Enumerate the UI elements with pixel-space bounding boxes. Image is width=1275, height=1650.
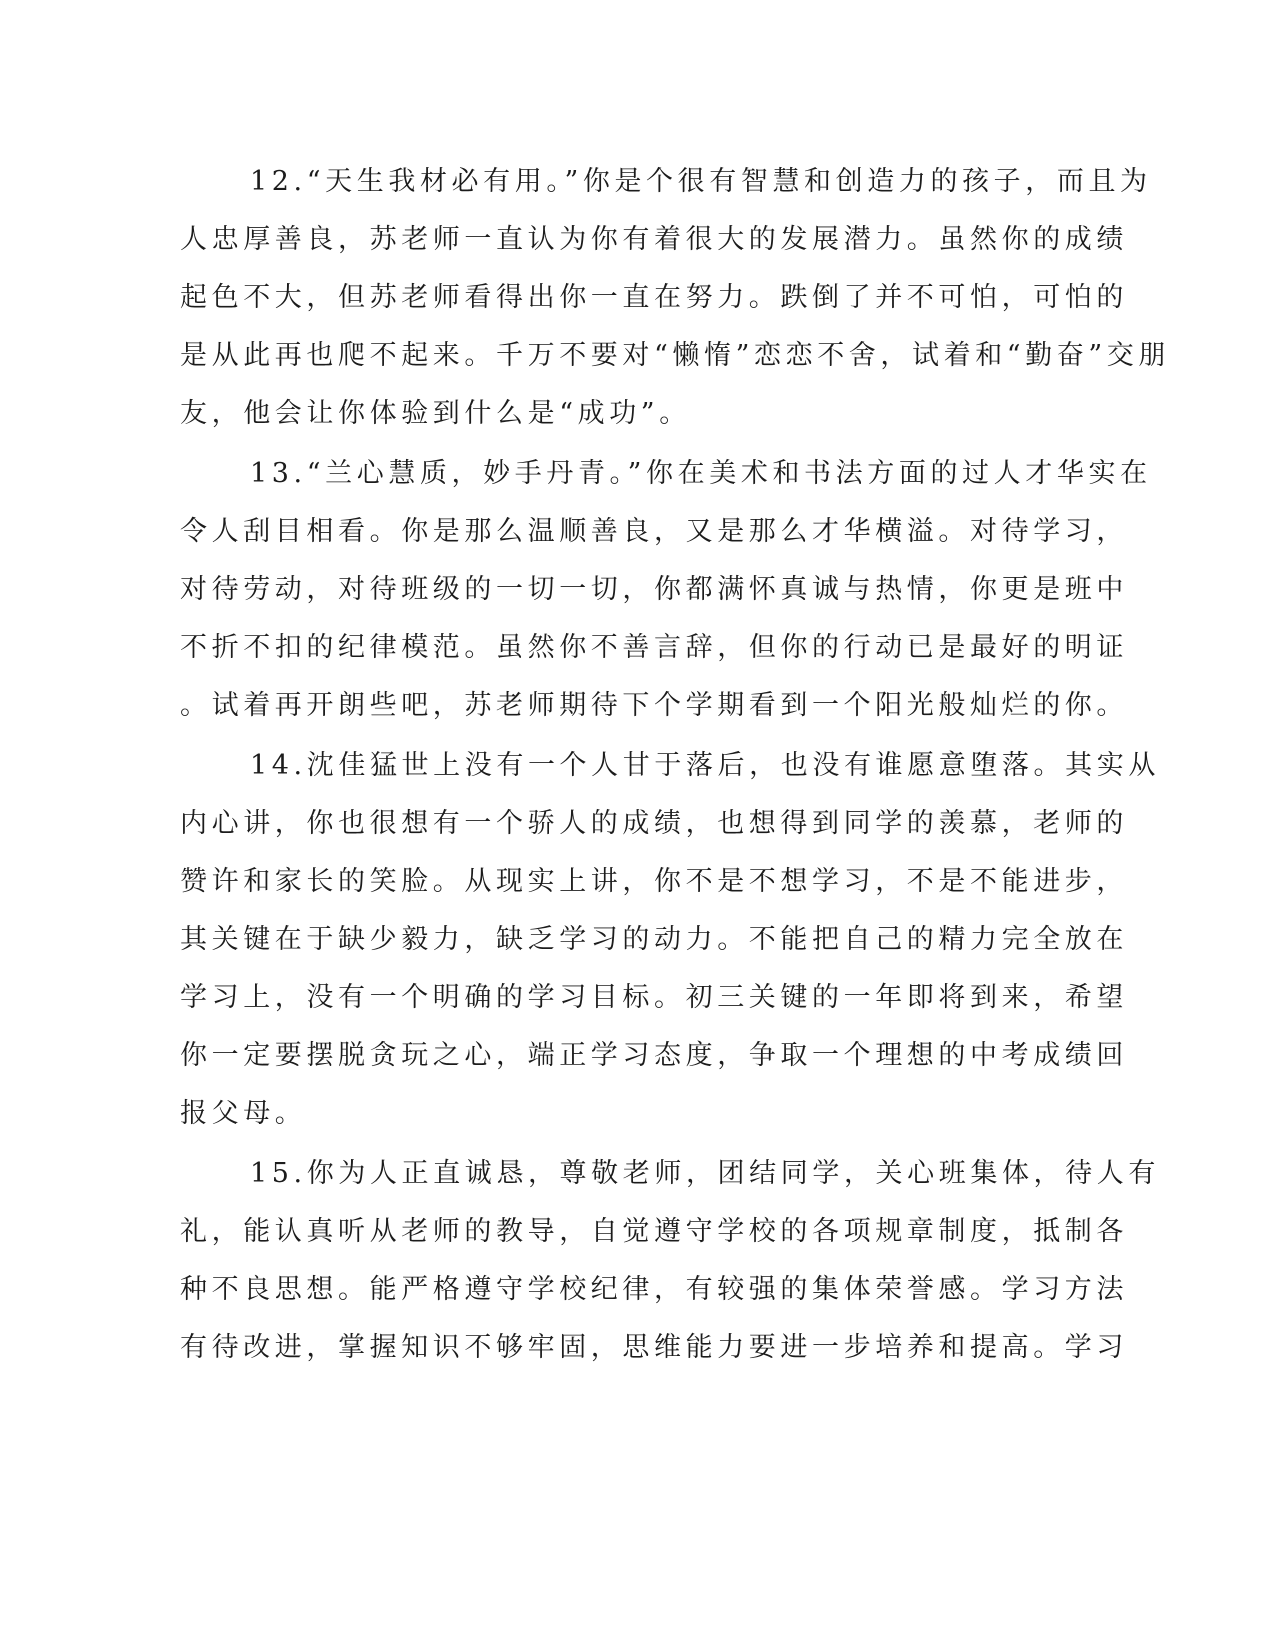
text-line: 令人刮目相看。你是那么温顺善良，又是那么才华横溢。对待学习， xyxy=(180,516,1128,547)
text-line: 12.“天生我材必有用。”你是个很有智慧和创造力的孩子，而且为 xyxy=(250,166,1152,197)
text-line: 人忠厚善良，苏老师一直认为你有着很大的发展潜力。虽然你的成绩 xyxy=(180,224,1128,255)
text-line: 14.沈佳猛世上没有一个人甘于落后，也没有谁愿意堕落。其实从 xyxy=(250,750,1160,781)
text-line: 其关键在于缺少毅力，缺乏学习的动力。不能把自己的精力完全放在 xyxy=(180,924,1128,955)
text-line: 。试着再开朗些吧，苏老师期待下个学期看到一个阳光般灿烂的你。 xyxy=(180,690,1128,721)
text-line: 种不良思想。能严格遵守学校纪律，有较强的集体荣誉感。学习方法 xyxy=(180,1274,1128,1305)
text-line: 报父母。 xyxy=(180,1098,307,1129)
text-line: 对待劳动，对待班级的一切一切，你都满怀真诚与热情，你更是班中 xyxy=(180,574,1128,605)
text-line: 13.“兰心慧质，妙手丹青。”你在美术和书法方面的过人才华实在 xyxy=(250,458,1152,489)
text-line: 礼，能认真听从老师的教导，自觉遵守学校的各项规章制度，抵制各 xyxy=(180,1216,1128,1247)
text-line: 不折不扣的纪律模范。虽然你不善言辞，但你的行动已是最好的明证 xyxy=(180,632,1128,663)
text-line: 赞许和家长的笑脸。从现实上讲，你不是不想学习，不是不能进步， xyxy=(180,866,1128,897)
text-line: 有待改进，掌握知识不够牢固，思维能力要进一步培养和提高。学习 xyxy=(180,1332,1128,1363)
text-line: 学习上，没有一个明确的学习目标。初三关键的一年即将到来，希望 xyxy=(180,982,1128,1013)
text-line: 友，他会让你体验到什么是“成功”。 xyxy=(180,398,691,429)
text-line: 内心讲，你也很想有一个骄人的成绩，也想得到同学的羡慕，老师的 xyxy=(180,808,1128,839)
text-line: 是从此再也爬不起来。千万不要对“懒惰”恋恋不舍，试着和“勤奋”交朋 xyxy=(180,340,1171,371)
text-line: 15.你为人正直诚恳，尊敬老师，团结同学，关心班集体，待人有 xyxy=(250,1158,1160,1189)
text-line: 你一定要摆脱贪玩之心，端正学习态度，争取一个理想的中考成绩回 xyxy=(180,1040,1128,1071)
text-line: 起色不大，但苏老师看得出你一直在努力。跌倒了并不可怕，可怕的 xyxy=(180,282,1128,313)
